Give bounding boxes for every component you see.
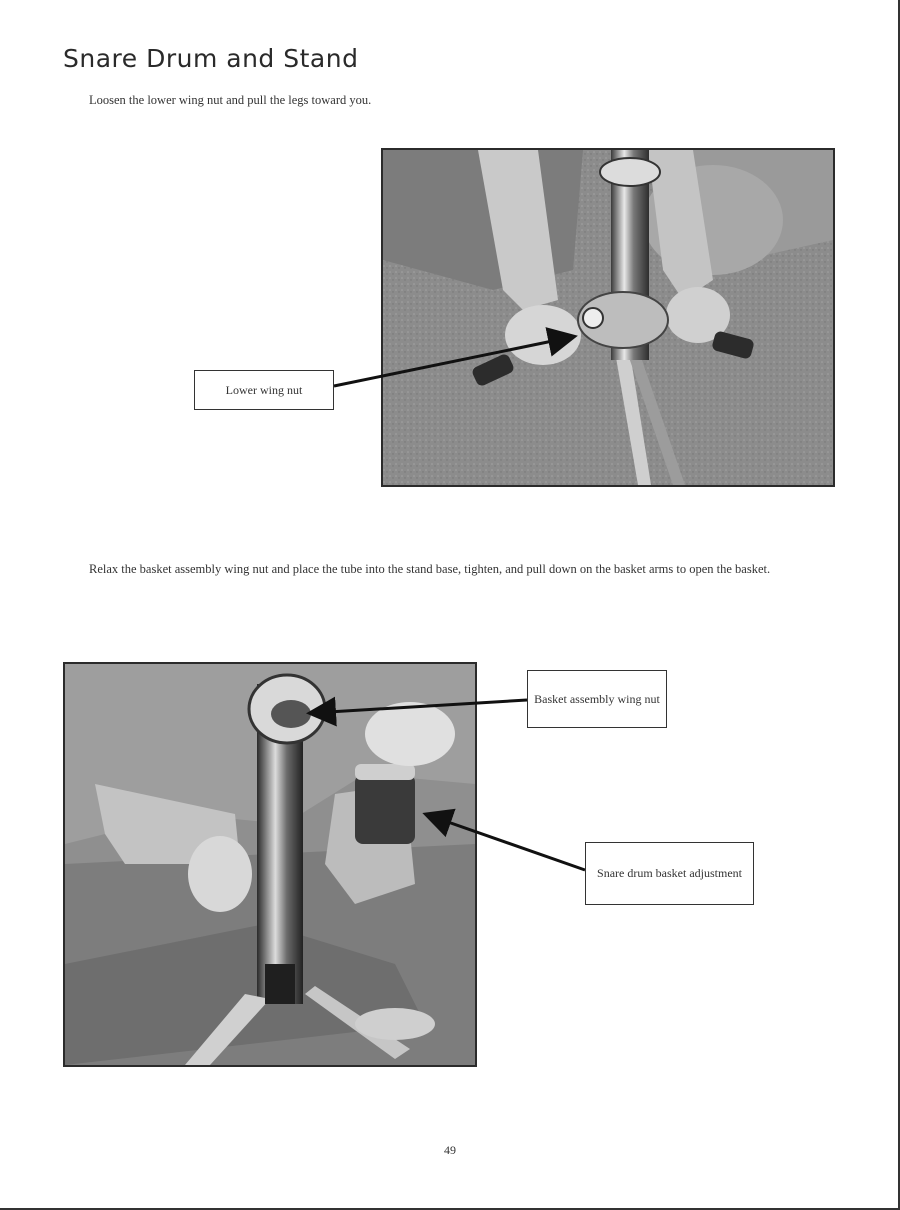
photo-lower-wing-nut bbox=[381, 148, 835, 487]
photo-lower-wing-nut-illustration bbox=[383, 150, 833, 485]
callout-basket-assembly-wing-nut: Basket assembly wing nut bbox=[527, 670, 667, 728]
callout-lower-wing-nut: Lower wing nut bbox=[194, 370, 334, 410]
page-number: 49 bbox=[444, 1143, 456, 1157]
photo-basket-assembly bbox=[63, 662, 477, 1067]
callout-snare-drum-basket-adjustment: Snare drum basket adjustment bbox=[585, 842, 754, 905]
step-2-instruction: Relax the basket assembly wing nut and place the tube into the stand base, tighten, and pull down on the basket arms to open the basket. bbox=[89, 562, 771, 576]
step-1-instruction: Loosen the lower wing nut and pull the legs toward you. bbox=[89, 93, 372, 107]
page-title: Snare Drum and Stand bbox=[63, 44, 359, 73]
photo-basket-assembly-illustration bbox=[65, 664, 475, 1065]
